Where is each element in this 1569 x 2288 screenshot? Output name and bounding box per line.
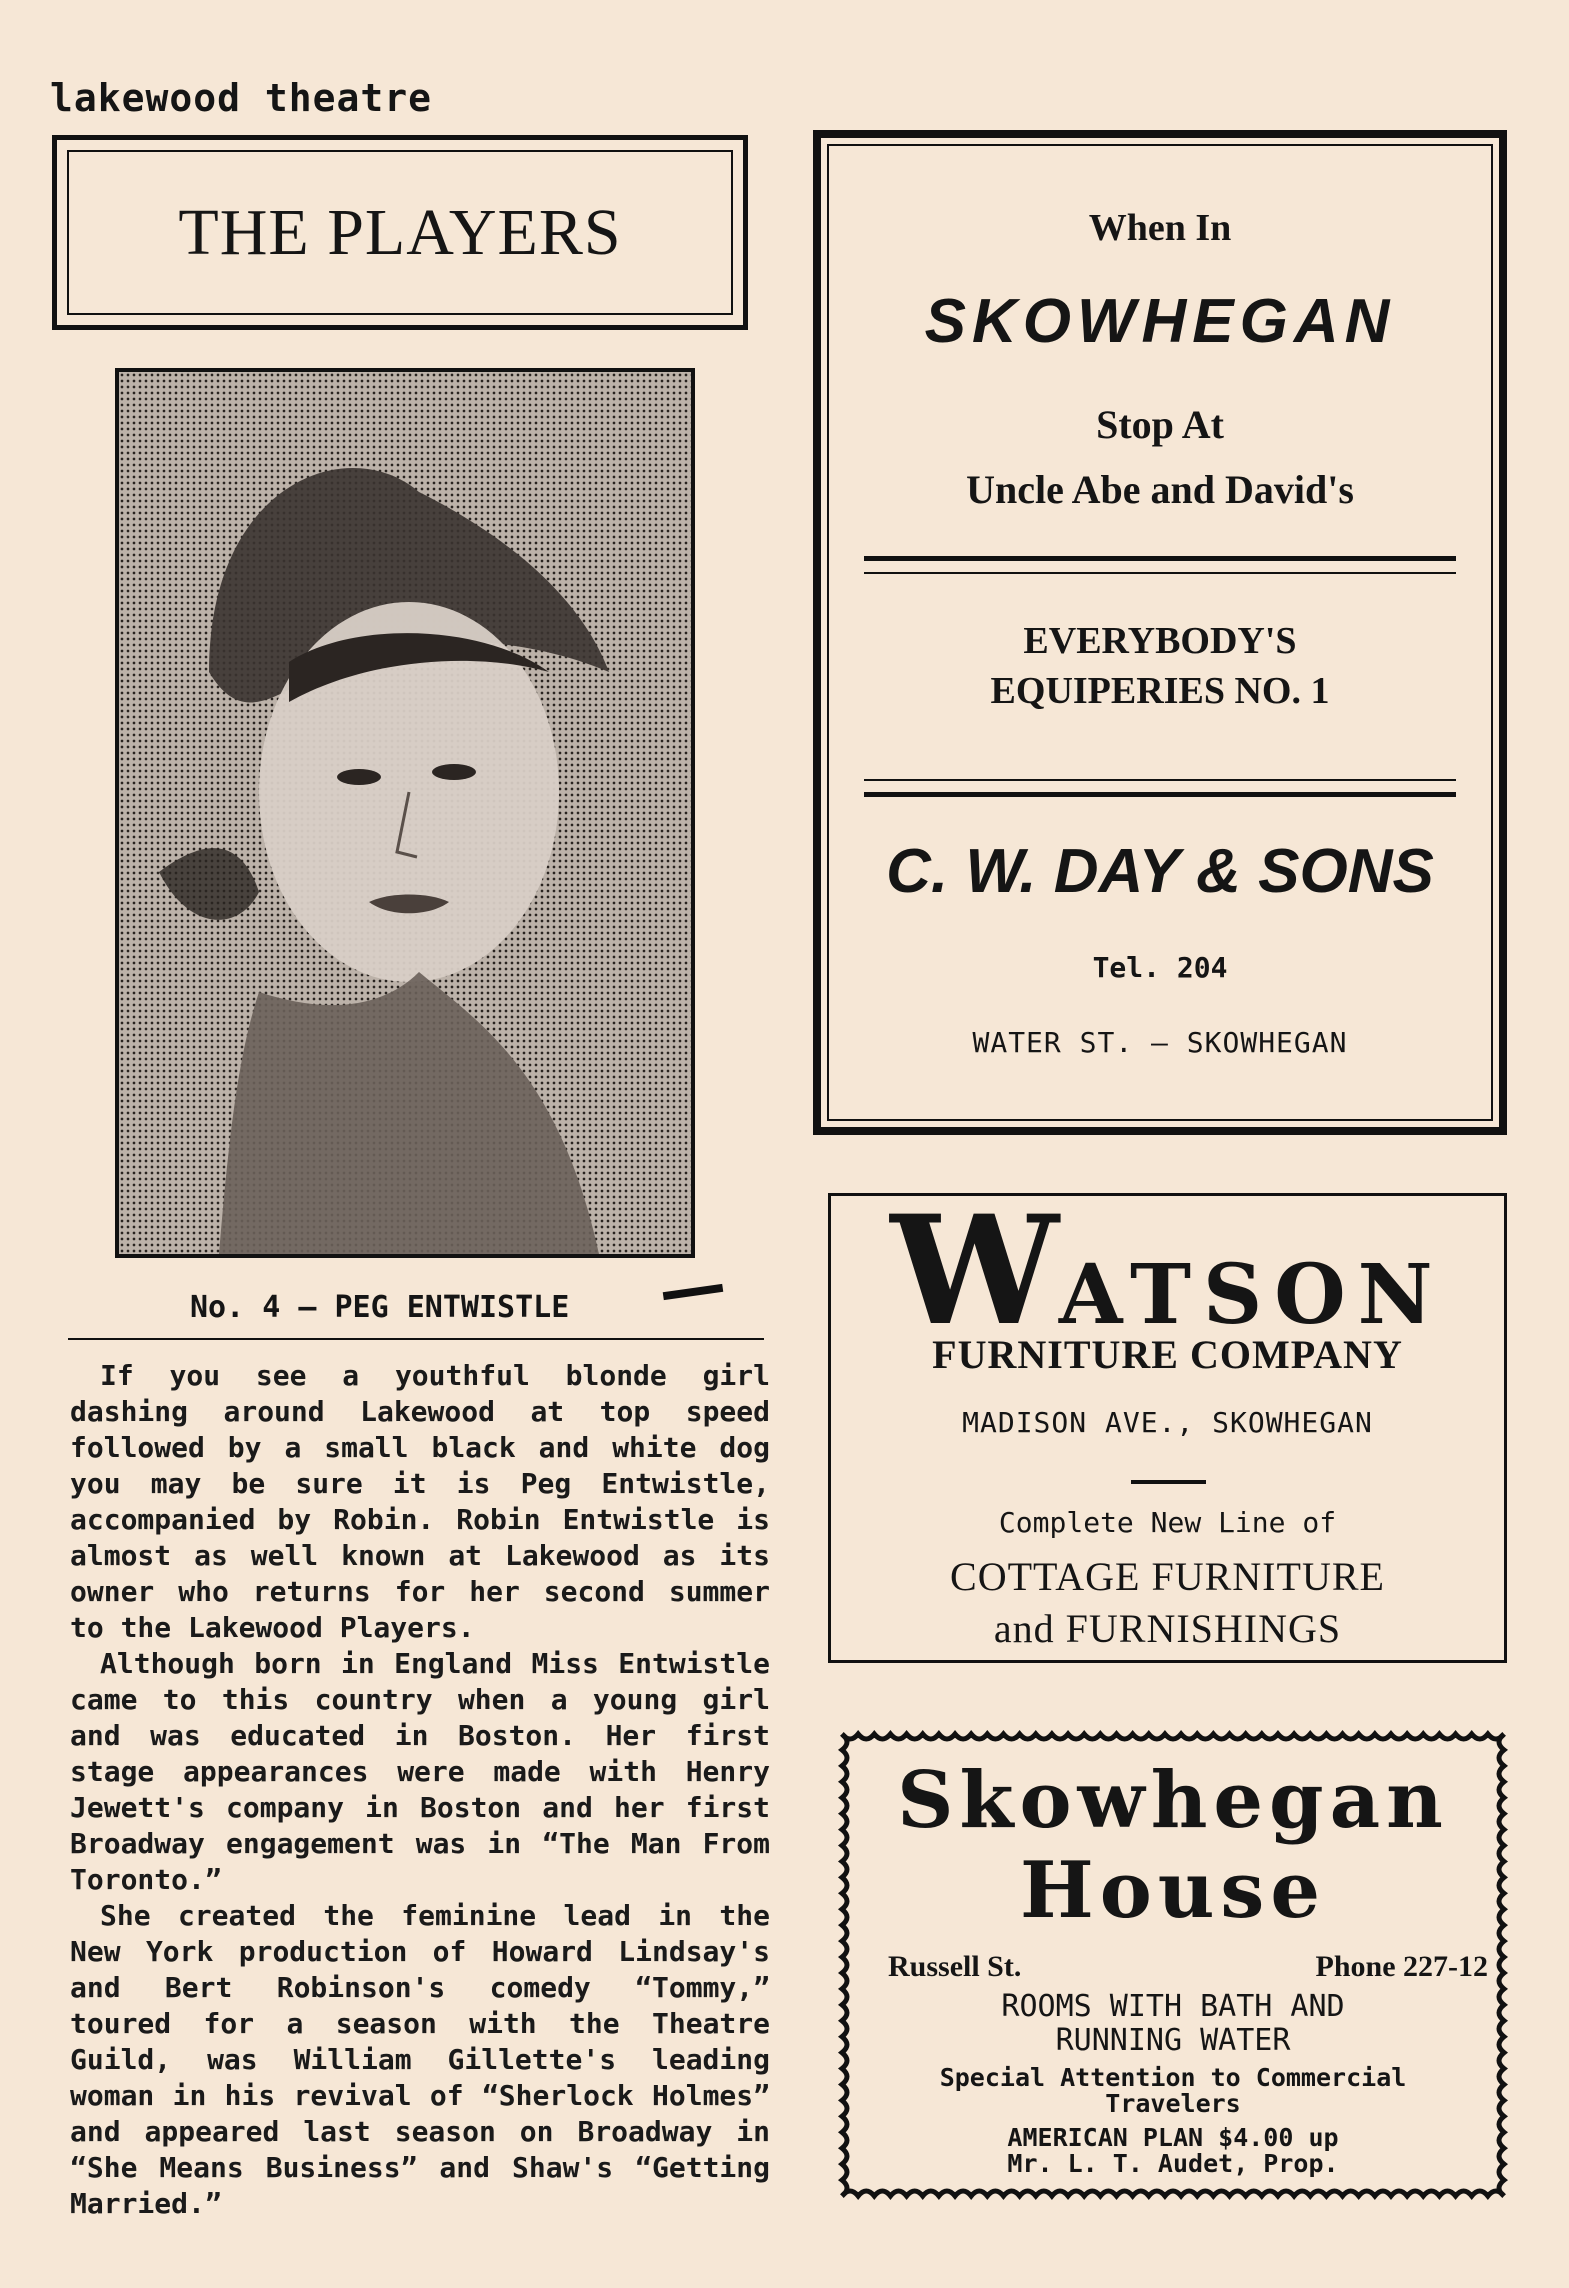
ad-uncle: Uncle Abe and David's	[966, 467, 1354, 512]
players-title-box	[52, 135, 748, 330]
watson-company: FURNITURE COMPANY	[932, 1332, 1403, 1377]
watson-address: MADISON AVE., SKOWHEGAN	[962, 1406, 1373, 1439]
caption-divider	[68, 1338, 764, 1340]
ad-divider	[864, 792, 1456, 797]
photo-caption: No. 4 — PEG ENTWISTLE	[190, 1290, 570, 1325]
house-name-1: Skowhegan	[897, 1755, 1449, 1846]
ad-town: SKOWHEGAN	[924, 287, 1396, 356]
house-street: Russell St.	[888, 1950, 1022, 1983]
ad-everybody: EVERYBODY'S EQUIPERIES NO. 1	[990, 620, 1330, 712]
players-title: THE PLAYERS	[178, 195, 622, 269]
bio-paragraph: She created the feminine lead in the New York production of Howard Lindsay's and Bert Robinson's comedy “Tommy,” toured for a season with the Theatre Guild, was William Gillette's leading woman in his revival of “Sherlock Holmes” and appeared last season on Broadway in “She Means Business” and Shaw's “Getting Married.”	[70, 1899, 770, 2220]
ad-when-in: When In	[1088, 207, 1232, 249]
house-plan: AMERICAN PLAN $4.00 up Mr. L. T. Audet, Prop.	[1007, 2123, 1339, 2178]
caption-mark	[663, 1284, 724, 1300]
house-name-2: House	[1020, 1845, 1326, 1936]
portrait-illustration	[119, 372, 691, 1254]
watson-complete: Complete New Line of	[998, 1506, 1337, 1539]
ad-stop-at: Stop At	[1096, 402, 1224, 447]
bio-text	[70, 1358, 770, 2222]
ad-address: WATER ST. — SKOWHEGAN	[972, 1026, 1348, 1059]
wavy-border-side	[842, 2191, 1504, 2196]
skowhegan-house-ad	[828, 1720, 1518, 2210]
day-sons-ad	[813, 130, 1507, 1135]
ad-divider	[864, 779, 1456, 781]
watson-divider	[1131, 1480, 1206, 1484]
page-header: lakewood theatre	[50, 76, 433, 120]
watson-ad	[828, 1183, 1507, 1663]
portrait-photo	[115, 368, 695, 1258]
wavy-border-side	[842, 1734, 1504, 1739]
house-phone: Phone 227-12	[1315, 1950, 1488, 1983]
ad-divider	[864, 556, 1456, 561]
ad-tel: Tel. 204	[1092, 951, 1228, 984]
bio-paragraph: Although born in England Miss Entwistle came to this country when a young girl and was educated in Boston. Her first stage appearances were made with Henry Jewett's company in Boston and her first Broadway engagement was in “The Man From Toronto.”	[70, 1647, 770, 1896]
watson-lines: COTTAGE FURNITURE and FURNISHINGS	[950, 1554, 1385, 1651]
house-rooms: ROOMS WITH BATH AND RUNNING WATER	[1001, 1989, 1345, 2058]
ad-divider	[864, 572, 1456, 574]
ad-company: C. W. DAY & SONS	[886, 837, 1434, 906]
house-special: Special Attention to Commercial Travelers	[939, 2063, 1407, 2118]
watson-logo: WATSON	[890, 1183, 1445, 1359]
bio-paragraph: If you see a youthful blonde girl dashing around Lakewood at top speed followed by a small black and white dog you may be sure it is Peg Entwistle, accompanied by Robin. Robin Entwistle is almost as well known at Lakewood as its owner who returns for her second summer to the Lakewood Players.	[70, 1359, 770, 1644]
